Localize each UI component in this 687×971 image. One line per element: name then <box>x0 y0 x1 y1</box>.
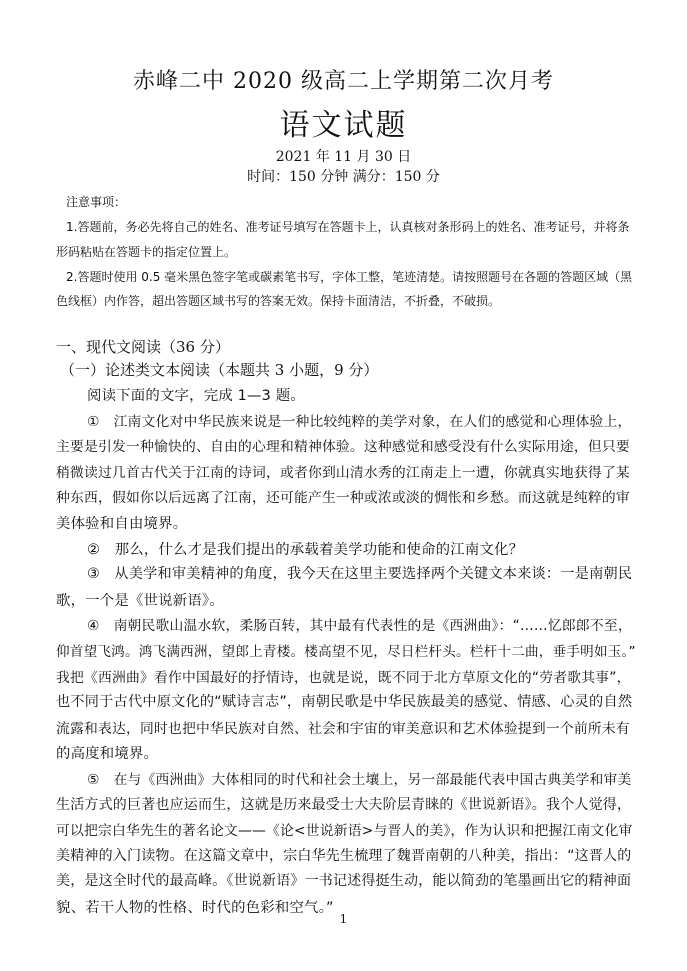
passage-line: 貌、若干人物的性格、时代的色彩和空气。” <box>56 900 334 916</box>
exam-date: 2021 年 11 月 30 日 <box>275 149 412 165</box>
passage-line: ③ 从美学和审美精神的角度，我今天在这里主要选择两个关键文本来谈：一是南朝民 <box>87 566 633 583</box>
passage-line: ④ 南朝民歌山温水软，柔肠百转，其中最有代表性的是《西洲曲》：“……忆郎郎不至， <box>87 618 632 635</box>
time-and-score: 时间：150 分钟 满分：150 分 <box>247 169 440 185</box>
notice-line: 2.答题时使用 0.5 毫米黑色签字笔或碳素笔书写，字体工整，笔迹清楚。请按照题号在各题的答题区域（黑 <box>66 270 633 284</box>
passage-line: 美体验和自由境界。 <box>56 516 188 532</box>
passage-line: 流露和表达，同时也把中华民族对自然、社会和宇宙的审美意识和艺术体验提到一个前所未有 <box>56 720 630 737</box>
section-heading: 一、现代文阅读（36 分） <box>56 338 230 356</box>
passage-line: 我把《西洲曲》看作中国最好的抒情诗，也就是说，既不同于北方草原文化的“劳者歌其事”， <box>56 669 631 686</box>
passage-line: 主要是引发一种愉快的、自由的心理和精神体验。这种感觉和感受没有什么实际用途，但只要 <box>56 439 630 456</box>
notice-line: 形码粘贴在答题卡的指定位置上。 <box>56 245 237 259</box>
notice-line: 1.答题前，务必先将自己的姓名、准考证号填写在答题卡上，认真核对条形码上的姓名、准考证号，并将条 <box>66 220 630 234</box>
passage-line: 稍微读过几首古代关于江南的诗词，或者你到山清水秀的江南走上一遭，你就真实地获得了某 <box>56 464 630 481</box>
subsection-heading: （一）论述类文本阅读（本题共 3 小题，9 分） <box>60 361 379 379</box>
exam-title: 赤峰二中 2020 级高二上学期第二次月考 <box>133 69 554 94</box>
notice-line: 色线框）内作答，超出答题区域书写的答案无效。保持卡面清洁，不折叠，不破损。 <box>56 294 501 308</box>
passage-line: ② 那么，什么才是我们提出的承载着美学功能和使命的江南文化？ <box>87 541 524 558</box>
passage-line: 歌，一个是《世说新语》。 <box>56 592 224 609</box>
passage-line: ⑤ 在与《西洲曲》大体相同的时代和社会土壤上，另一部最能代表中国古典美学和审美 <box>87 772 632 788</box>
passage-line: 的高度和境界。 <box>56 746 159 763</box>
notice-heading: 注意事项： <box>66 195 127 209</box>
passage-line: 阅读下面的文字，完成 1—3 题。 <box>87 388 305 404</box>
passage-line: 可以把宗白华先生的著名论文——《论<世说新语>与晋人的美》，作为认识和把握江南文化审 <box>56 823 633 840</box>
passage-line: 仰首望飞鸿。鸿飞满西洲，望郎上青楼。楼高望不见，尽日栏杆头。栏杆十二曲，垂手明如玉。” <box>56 644 636 660</box>
passage-line: 美，是这全时代的最高峰。《世说新语》一书记述得挺生动，能以简劲的笔墨画出它的精神面 <box>56 873 632 890</box>
passage-line: 也不同于古代中原文化的“赋诗言志”，南朝民歌是中华民族最美的感觉、情感、心灵的自然 <box>56 694 633 711</box>
passage-line: 生活方式的巨著也应运而生，这就是历来最受士大夫阶层青睐的《世说新语》。我个人觉得， <box>56 796 632 813</box>
passage-line: 美精神的入门读物。在这篇文章中，宗白华先生梳理了魏晋南朝的八种美，指出：“这晋人的 <box>56 847 632 864</box>
subject-title: 语文试题 <box>279 108 408 143</box>
passage-line: ① 江南文化对中华民族来说是一种比较纯粹的美学对象，在人们的感觉和心理体验上， <box>87 413 632 430</box>
page-number: 1 <box>339 912 348 926</box>
passage-line: 种东西，假如你以后远离了江南，还可能产生一种或浓或淡的惆怅和乡愁。而这就是纯粹的审 <box>56 490 630 507</box>
